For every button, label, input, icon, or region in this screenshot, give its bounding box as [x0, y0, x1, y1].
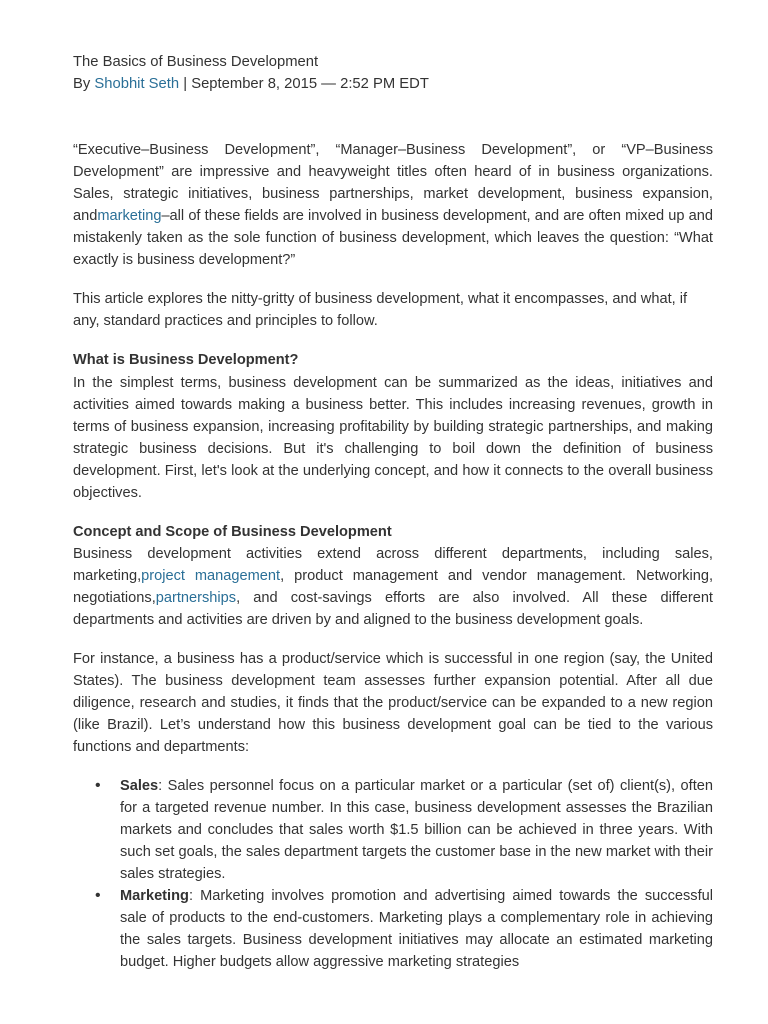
marketing-link[interactable]: marketing [97, 208, 162, 224]
intro-paragraph-1 [73, 139, 713, 271]
byline-date: | September 8, 2015 — 2:52 PM EDT [179, 76, 429, 92]
author-link[interactable]: Shobhit Seth [94, 76, 180, 92]
list-term: Marketing [120, 888, 189, 904]
project-management-link[interactable]: project management [141, 568, 281, 584]
list-item-sales [73, 775, 713, 885]
partnerships-link[interactable]: partnerships [155, 590, 237, 606]
section2-text-1: Business development activities extend across different departments, including sales, marketing, [73, 546, 713, 584]
byline [73, 73, 429, 95]
list-item-marketing [73, 885, 713, 973]
bullet-icon: • [95, 887, 101, 904]
section2-paragraph-1 [73, 543, 713, 631]
list-term: Sales [120, 778, 159, 794]
byline-prefix: By [73, 76, 95, 92]
intro-paragraph-2: This article explores the nitty-gritty of business development, what it encompasses, and what, if any, standard practices and principles to follow. [73, 291, 688, 329]
section-heading-concept-scope: Concept and Scope of Business Development [73, 524, 392, 540]
article-title: The Basics of Business Development [73, 54, 319, 70]
bullet-icon: • [95, 777, 101, 794]
intro-text-b: –all of these fields are involved in business development, and are often mixed up and mistakenly taken as the sole function of business development, which leaves the question: “What exactly is business development?” [73, 208, 713, 268]
section1-paragraph: In the simplest terms, business development can be summarized as the ideas, initiatives and activities aimed towards making a business better. This includes increasing revenues, growth in terms of business expansion, increasing profitability by building strategic partnerships, and making strategic business decisions. But it's challenging to boil down the definition of business development. First, let's look at the underlying concept, and how it connects to the overall business objectives. [73, 375, 713, 501]
list-text: : Marketing involves promotion and advertising aimed towards the successful sale of products to the end-customers. Marketing plays a complementary role in achieving the sales targets. Business development initiatives may allocate an estimated marketing budget. Higher budgets allow aggressive marketing strategies [120, 888, 713, 970]
intro-text-a: “Executive–Business Development”, “Manager–Business Development”, or “VP–Business Development” are impressive and heavyweight titles often heard of in business organizations. Sales, strategic initiatives, business partnerships, market development, business expansion, and [73, 142, 713, 224]
section2-text-2: , product management and vendor management. Networking, negotiations, [73, 568, 713, 606]
list-text: : Sales personnel focus on a particular market or a particular (set of) client(s), often for a targeted revenue number. In this case, business development assesses the Brazilian markets and concludes that sales worth $1.5 billion can be achieved in three years. With such set goals, the sales department targets the customer base in the new market with their sales strategies. [120, 778, 713, 882]
section2-paragraph-2: For instance, a business has a product/service which is successful in one region (say, the United States). The business development team assesses further expansion potential. After all due diligence, research and studies, it finds that the product/service can be expanded to a new region (like Brazil). Let’s understand how this business development goal can be tied to the various functions and departments: [73, 651, 713, 755]
department-list [73, 775, 713, 973]
section2-text-3: , and cost-savings efforts are also involved. All these different departments and activities are driven by and aligned to the business development goals. [73, 590, 713, 628]
section-heading-what-is: What is Business Development? [73, 352, 299, 368]
